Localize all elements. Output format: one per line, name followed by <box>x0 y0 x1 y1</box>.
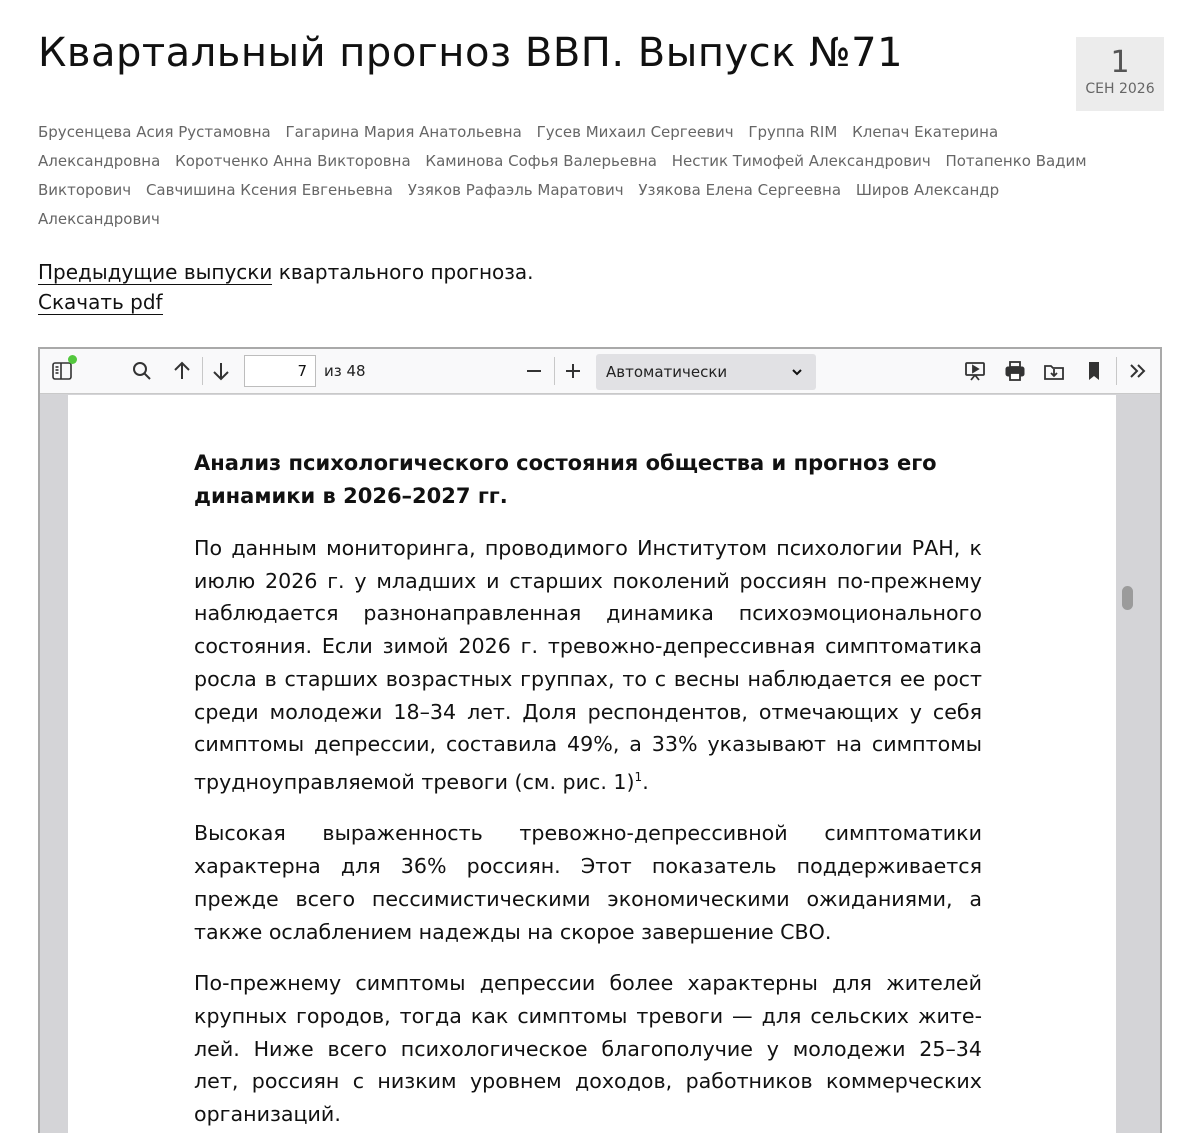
bookmark-icon[interactable] <box>1080 357 1108 385</box>
date-badge <box>1076 37 1164 111</box>
author-link[interactable]: Группа RIM <box>748 123 838 141</box>
author-link[interactable]: Савчишина Ксения Евгеньевна <box>145 181 393 199</box>
author-link[interactable]: Гагарина Мария Анатольевна <box>285 123 522 141</box>
previous-issues-link[interactable]: Предыдущие выпуски <box>38 260 273 284</box>
arrow-down-icon[interactable] <box>207 357 235 385</box>
zoom-select[interactable] <box>596 354 816 390</box>
status-dot <box>68 355 77 364</box>
page-number-input[interactable] <box>244 355 316 387</box>
document-page <box>68 395 1116 1133</box>
author-link[interactable]: Клепач Екатерина Александровна <box>38 123 999 170</box>
pdf-toolbar <box>40 349 1160 394</box>
document-content <box>194 447 982 1133</box>
page-count-label: из 48 <box>324 362 366 380</box>
author-link[interactable]: Каминова Софья Валерьевна <box>425 152 657 170</box>
paragraph-text: По данным мониторинга, проводимого Институтом психологии РАН, к июлю 2026 г. у младших и старших поколений россиян по-прежнему наблюдается разнонаправленная динамика психоэмоционального состояния. Если зимой 2026 г. тревожно-депрессивная симптоматика росла в старших возрастных группах, то с весны наблюдается ее рост среди молодежи 18–34 лет. Доля респондентов, отмечающих у себя симптомы депрессии, составила 49%, а 33% указывают на симптомы трудноуправляемой тревоги (см. рис. 1) <box>194 536 982 794</box>
paragraph <box>194 532 982 798</box>
issue-links <box>38 257 534 317</box>
vertical-scrollbar[interactable] <box>1116 394 1160 1133</box>
paragraph-text-end: . <box>642 769 649 794</box>
author-link[interactable]: Гусев Михаил Сергеевич <box>536 123 734 141</box>
paragraph: По-прежнему симптомы депрессии более характерны для жителей крупных городов, тогда как симптомы тревоги — для сельских жителей. Ниже всего психологическое благополучие у молодежи 25–34 лет, россиян с низким уровнем доходов, работников коммерческих организаций. <box>194 971 982 1127</box>
download-line <box>38 287 534 317</box>
authors-list <box>38 118 1118 234</box>
print-icon[interactable] <box>1001 357 1029 385</box>
pdf-viewer <box>38 347 1162 1133</box>
previous-issues-line <box>38 257 534 287</box>
zoom-out-icon[interactable] <box>520 357 548 385</box>
toolbar-separator <box>1116 357 1117 385</box>
zoom-select-value: Автоматически <box>606 363 728 381</box>
arrow-up-icon[interactable] <box>168 357 196 385</box>
toolbar-separator <box>554 357 555 385</box>
article-title: Квартальный прогноз ВВП. Выпуск №71 <box>38 30 904 76</box>
scrollbar-thumb[interactable] <box>1122 586 1133 610</box>
date-day: 1 <box>1110 45 1130 80</box>
more-tools-icon[interactable] <box>1124 357 1152 385</box>
date-month-year: СЕН 2026 <box>1085 81 1155 97</box>
paragraph: Высокая выраженность тревожно-депрессивной симптоматики характерна для 36% россиян. Этот показатель поддерживается прежде всего пессимистическими экономическими ожиданиями, а также ослаблением надежды на скорое завершение СВО. <box>194 821 982 944</box>
author-link[interactable]: Широв Александр Александрович <box>38 181 1000 228</box>
toolbar-separator <box>202 357 203 385</box>
author-link[interactable]: Потапенко Вадим Викторович <box>38 152 1087 199</box>
author-link[interactable]: Брусенцева Асия Рустамовна <box>38 123 271 141</box>
author-link[interactable]: Узяков Рафаэль Маратович <box>407 181 624 199</box>
download-pdf-link[interactable]: Скачать pdf <box>38 290 163 314</box>
footnote-ref[interactable]: 1 <box>634 769 643 784</box>
author-link[interactable]: Коротченко Анна Викторовна <box>175 152 411 170</box>
search-icon[interactable] <box>128 357 156 385</box>
author-link[interactable]: Узякова Елена Сергеевна <box>638 181 842 199</box>
zoom-in-icon[interactable] <box>559 357 587 385</box>
chevron-down-icon <box>790 365 804 379</box>
author-link[interactable]: Нестик Тимофей Александрович <box>671 152 931 170</box>
section-heading: Анализ психологического состояния общества и прогноз его динамики в 2026–2027 гг. <box>194 451 937 508</box>
previous-issues-suffix: квартального прогноза. <box>272 260 534 284</box>
presentation-icon[interactable] <box>961 357 989 385</box>
download-icon[interactable] <box>1040 357 1068 385</box>
